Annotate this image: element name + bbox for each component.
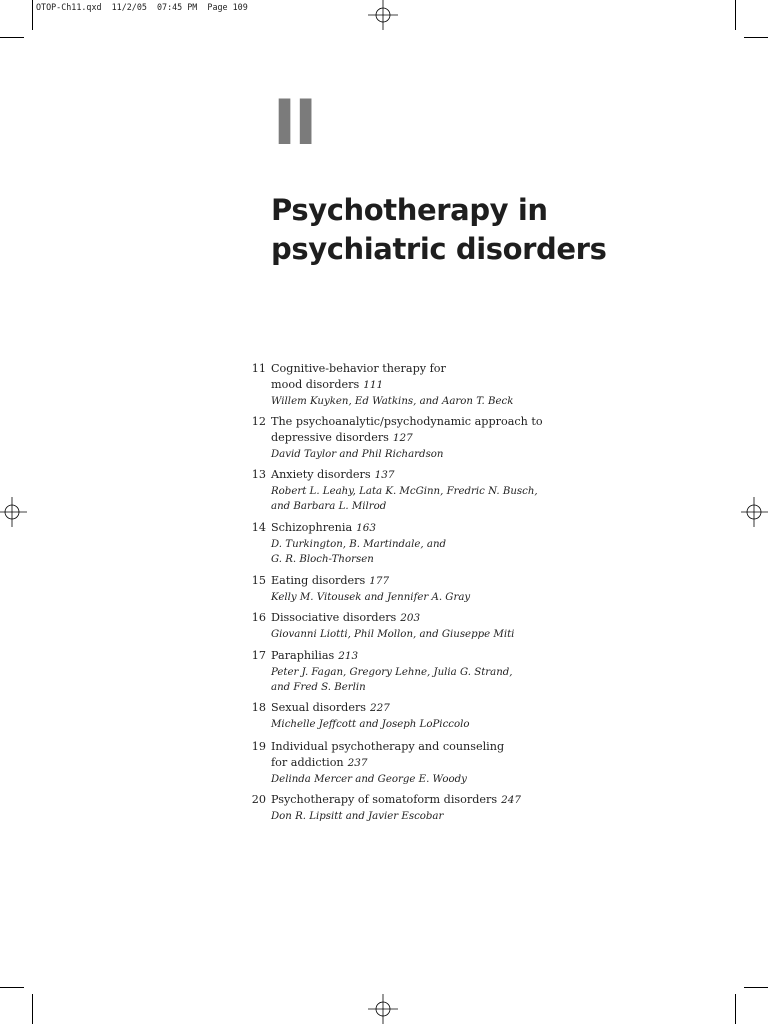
chapter-page-number: 137 bbox=[374, 469, 395, 481]
chapter-body bbox=[271, 361, 561, 409]
chapter-page-number: 237 bbox=[347, 756, 368, 769]
chapter-body bbox=[271, 739, 561, 787]
chapter-title-text: Anxiety disorders bbox=[271, 468, 371, 481]
chapter-title-line bbox=[271, 377, 561, 394]
chapter-title-text: Schizophrenia bbox=[271, 521, 353, 534]
chapter-page-number: 177 bbox=[369, 575, 390, 587]
chapter-title-line: Cognitive-behavior therapy for bbox=[271, 362, 446, 375]
chapter-title-text: Paraphilias bbox=[271, 649, 335, 662]
chapter-title-text: for addiction bbox=[271, 755, 344, 769]
chapter-title-line bbox=[271, 700, 561, 717]
chapter-authors: Kelly M. Vitousek and Jennifer A. Gray bbox=[271, 591, 471, 603]
chapter-authors: D. Turkington, B. Martindale, and bbox=[271, 538, 447, 550]
chapter-authors: Michelle Jeffcott and Joseph LoPiccolo bbox=[271, 718, 470, 730]
chapter-authors: Don R. Lipsitt and Javier Escobar bbox=[271, 810, 444, 822]
crop-mark-top-right-vertical bbox=[735, 0, 736, 30]
chapter-number: 15 bbox=[251, 574, 266, 587]
chapter-title-text: Sexual disorders bbox=[271, 701, 367, 714]
chapter-title-line bbox=[271, 573, 561, 590]
part-title-line: psychiatric disorders bbox=[271, 232, 607, 266]
chapter-title-text: Dissociative disorders bbox=[271, 611, 397, 624]
chapter-number: 13 bbox=[251, 468, 266, 481]
part-title-line: Psychotherapy in bbox=[271, 193, 548, 227]
chapter-body bbox=[271, 792, 561, 824]
chapter-number: 17 bbox=[251, 649, 266, 662]
chapter-title-line bbox=[271, 792, 561, 809]
chapter-number: 19 bbox=[251, 740, 266, 753]
crop-mark-top-left-vertical bbox=[32, 0, 33, 30]
chapter-page-number: 111 bbox=[363, 378, 384, 391]
chapter-number: 14 bbox=[251, 521, 266, 534]
crop-mark-bottom-right-horizontal bbox=[744, 987, 768, 988]
registration-mark-bottom-icon bbox=[368, 994, 398, 1024]
chapter-number: 12 bbox=[251, 415, 266, 428]
chapter-body bbox=[271, 414, 561, 462]
chapter-title-line: Individual psychotherapy and counseling bbox=[271, 740, 505, 753]
chapter-page-number: 247 bbox=[501, 794, 521, 806]
chapter-title-text: Eating disorders bbox=[271, 574, 366, 587]
chapter-authors: and Barbara L. Milrod bbox=[271, 501, 387, 512]
chapter-title-line bbox=[271, 610, 561, 627]
chapter-number: 11 bbox=[251, 362, 266, 375]
chapter-title-line bbox=[271, 648, 561, 665]
part-number: II bbox=[273, 86, 316, 159]
chapter-number: 20 bbox=[251, 793, 266, 806]
print-slug: OTOP-Ch11.qxd 11/2/05 07:45 PM Page 109 bbox=[36, 2, 248, 12]
chapter-title-line bbox=[271, 520, 561, 537]
chapter-number: 18 bbox=[251, 701, 266, 714]
chapter-title-line bbox=[271, 755, 561, 772]
chapter-body bbox=[271, 520, 561, 567]
chapter-body bbox=[271, 700, 561, 732]
chapter-body bbox=[271, 610, 561, 642]
crop-mark-top-left-horizontal bbox=[0, 37, 24, 38]
chapter-title-text: depressive disorders bbox=[271, 430, 389, 444]
registration-mark-right-icon bbox=[738, 497, 768, 527]
chapter-title-line bbox=[271, 467, 561, 484]
chapter-title-line: The psychoanalytic/psychodynamic approach to bbox=[271, 415, 543, 428]
chapter-authors: Robert L. Leahy, Lata K. McGinn, Fredric N. Busch, bbox=[271, 485, 538, 497]
chapter-title-text: mood disorders bbox=[271, 377, 360, 391]
chapter-authors: Willem Kuyken, Ed Watkins, and Aaron T. Beck bbox=[271, 395, 514, 407]
chapter-authors: Giovanni Liotti, Phil Mollon, and Giuseppe Miti bbox=[271, 628, 515, 640]
chapter-authors: and Fred S. Berlin bbox=[271, 682, 366, 693]
registration-mark-top-icon bbox=[368, 0, 398, 30]
registration-mark-left-icon bbox=[0, 497, 30, 527]
crop-mark-top-right-horizontal bbox=[744, 37, 768, 38]
crop-mark-bottom-left-vertical bbox=[32, 994, 33, 1024]
chapter-authors: David Taylor and Phil Richardson bbox=[271, 448, 444, 460]
chapter-page-number: 203 bbox=[400, 612, 421, 624]
chapter-authors: G. R. Bloch-Thorsen bbox=[271, 554, 374, 565]
chapter-number: 16 bbox=[251, 611, 266, 624]
chapter-page-number: 227 bbox=[370, 702, 390, 714]
chapter-page-number: 127 bbox=[392, 431, 413, 444]
crop-mark-bottom-right-vertical bbox=[735, 994, 736, 1024]
chapter-page-number: 163 bbox=[356, 522, 376, 534]
crop-mark-bottom-left-horizontal bbox=[0, 987, 24, 988]
chapter-authors: Peter J. Fagan, Gregory Lehne, Julia G. Strand, bbox=[271, 666, 513, 678]
part-title bbox=[271, 191, 606, 269]
chapter-body bbox=[271, 467, 561, 514]
chapter-page-number: 213 bbox=[338, 650, 359, 662]
chapter-title-text: Psychotherapy of somatoform disorders bbox=[271, 793, 498, 806]
chapter-body bbox=[271, 648, 561, 695]
chapter-authors: Delinda Mercer and George E. Woody bbox=[271, 773, 467, 785]
chapter-body bbox=[271, 573, 561, 605]
chapter-title-line bbox=[271, 430, 561, 447]
